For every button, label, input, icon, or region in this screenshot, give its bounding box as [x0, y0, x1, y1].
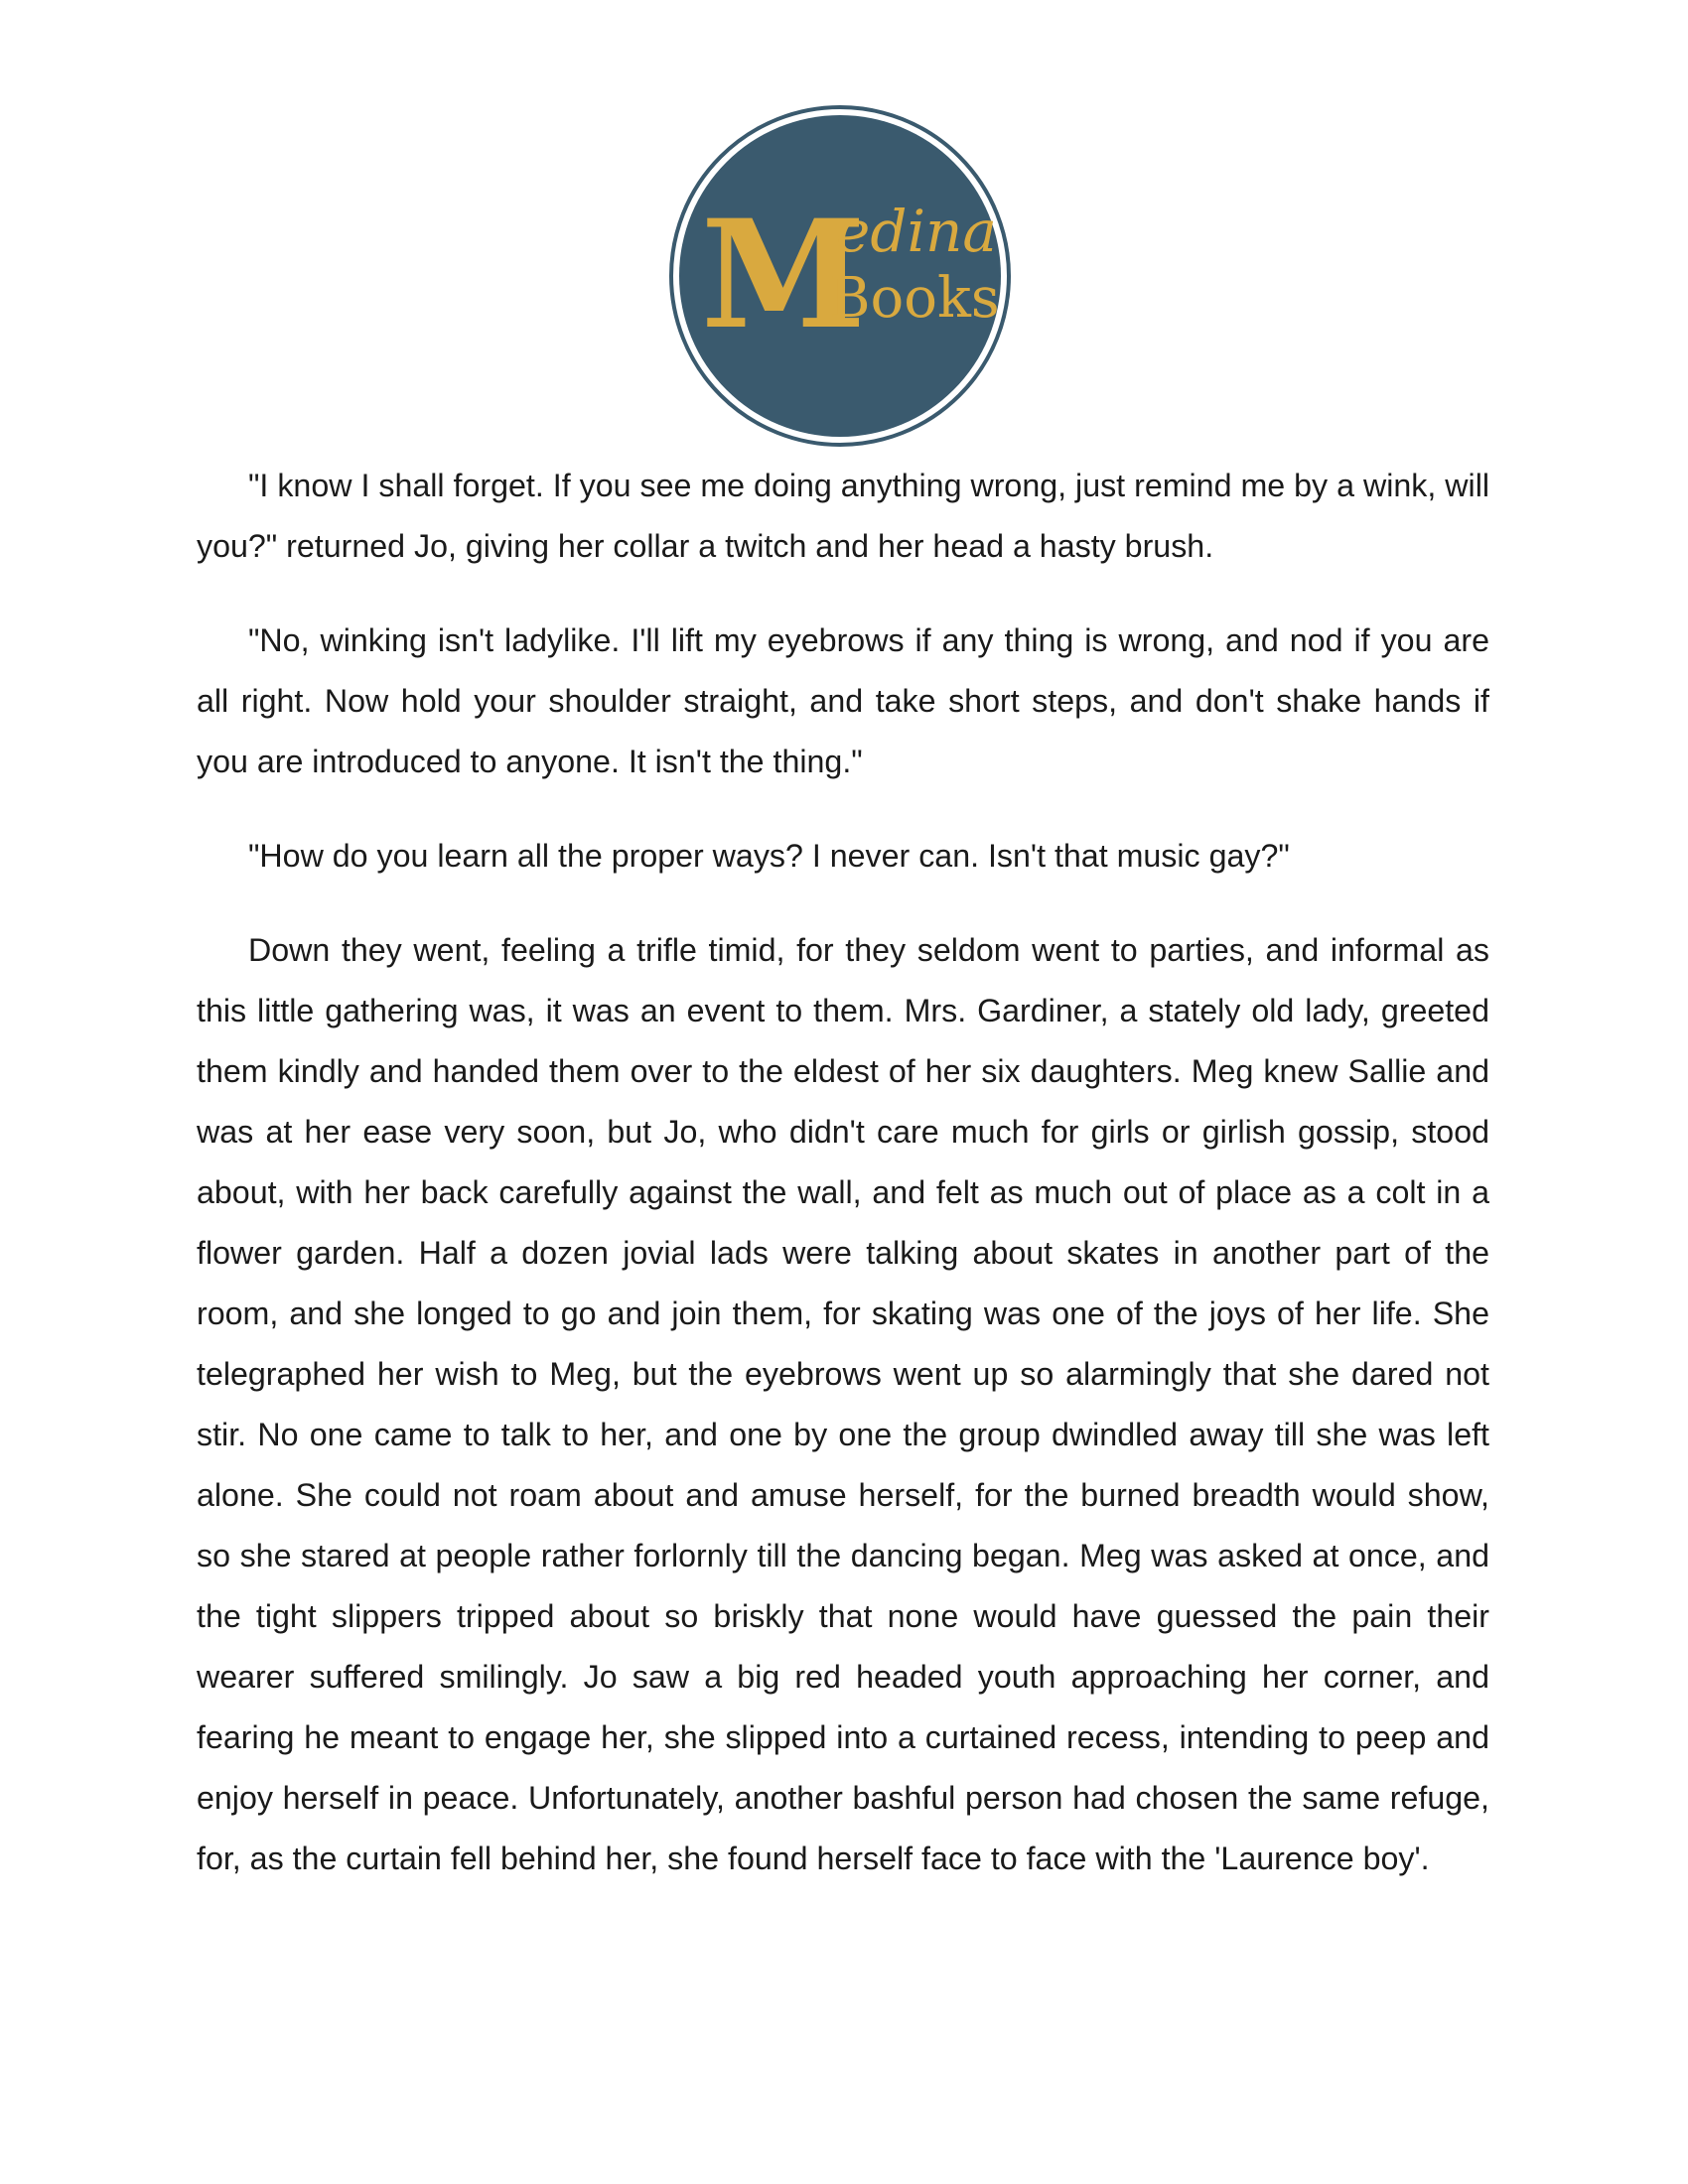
logo-initial: M [700, 188, 867, 362]
logo-graphic [668, 104, 1012, 448]
paragraph-4: Down they went, feeling a trifle timid, for they seldom went to parties, and informal as this little gathering was, it was an event to them. Mrs. Gardiner, a stately old lady, greeted them kindly and handed them over to the eldest of her six daughters. Meg knew Sallie and was at her ease very soon, but Jo, who didn't care much for girls or girlish gossip, stood about, with her back carefully against the wall, and felt as much out of place as a colt in a flower garden. Half a dozen jovial lads were talking about skates in another part of the room, and she longed to go and join them, for skating was one of the joys of her life. She telegraphed her wish to Meg, but the eyebrows went up so alarmingly that she dared not stir. No one came to talk to her, and one by one the group dwindled away till she was left alone. She could not roam about and amuse herself, for the burned breadth would show, so she stared at people rather forlornly till the dancing began. Meg was asked at once, and the tight slippers tripped about so briskly that none would have guessed the pain their wearer suffered smilingly. Jo saw a big red headed youth approaching her corner, and fearing he meant to engage her, she slipped into a curtained recess, intending to peep and enjoy herself in peace. Unfortunately, another bashful person had chosen the same refuge, for, as the curtain fell behind her, she found herself face to face with the 'Laurence boy'. [197, 932, 1489, 1876]
paragraph-2: "No, winking isn't ladylike. I'll lift my eyebrows if any thing is wrong, and nod if you are all right. Now hold your shoulder straight, and take short steps, and don't shake hands if you are introduced to anyone. It isn't the thing." [197, 622, 1489, 779]
logo-word-bottom: Books [829, 266, 1000, 331]
body-text [197, 456, 1489, 1923]
paragraph-3: "How do you learn all the proper ways? I never can. Isn't that music gay?" [248, 838, 1290, 874]
medina-books-logo [668, 104, 1012, 448]
paragraph-1: "I know I shall forget. If you see me doing anything wrong, just remind me by a wink, will you?" returned Jo, giving her collar a twitch and her head a hasty brush. [197, 468, 1489, 564]
logo-word-top: edina [836, 198, 997, 265]
